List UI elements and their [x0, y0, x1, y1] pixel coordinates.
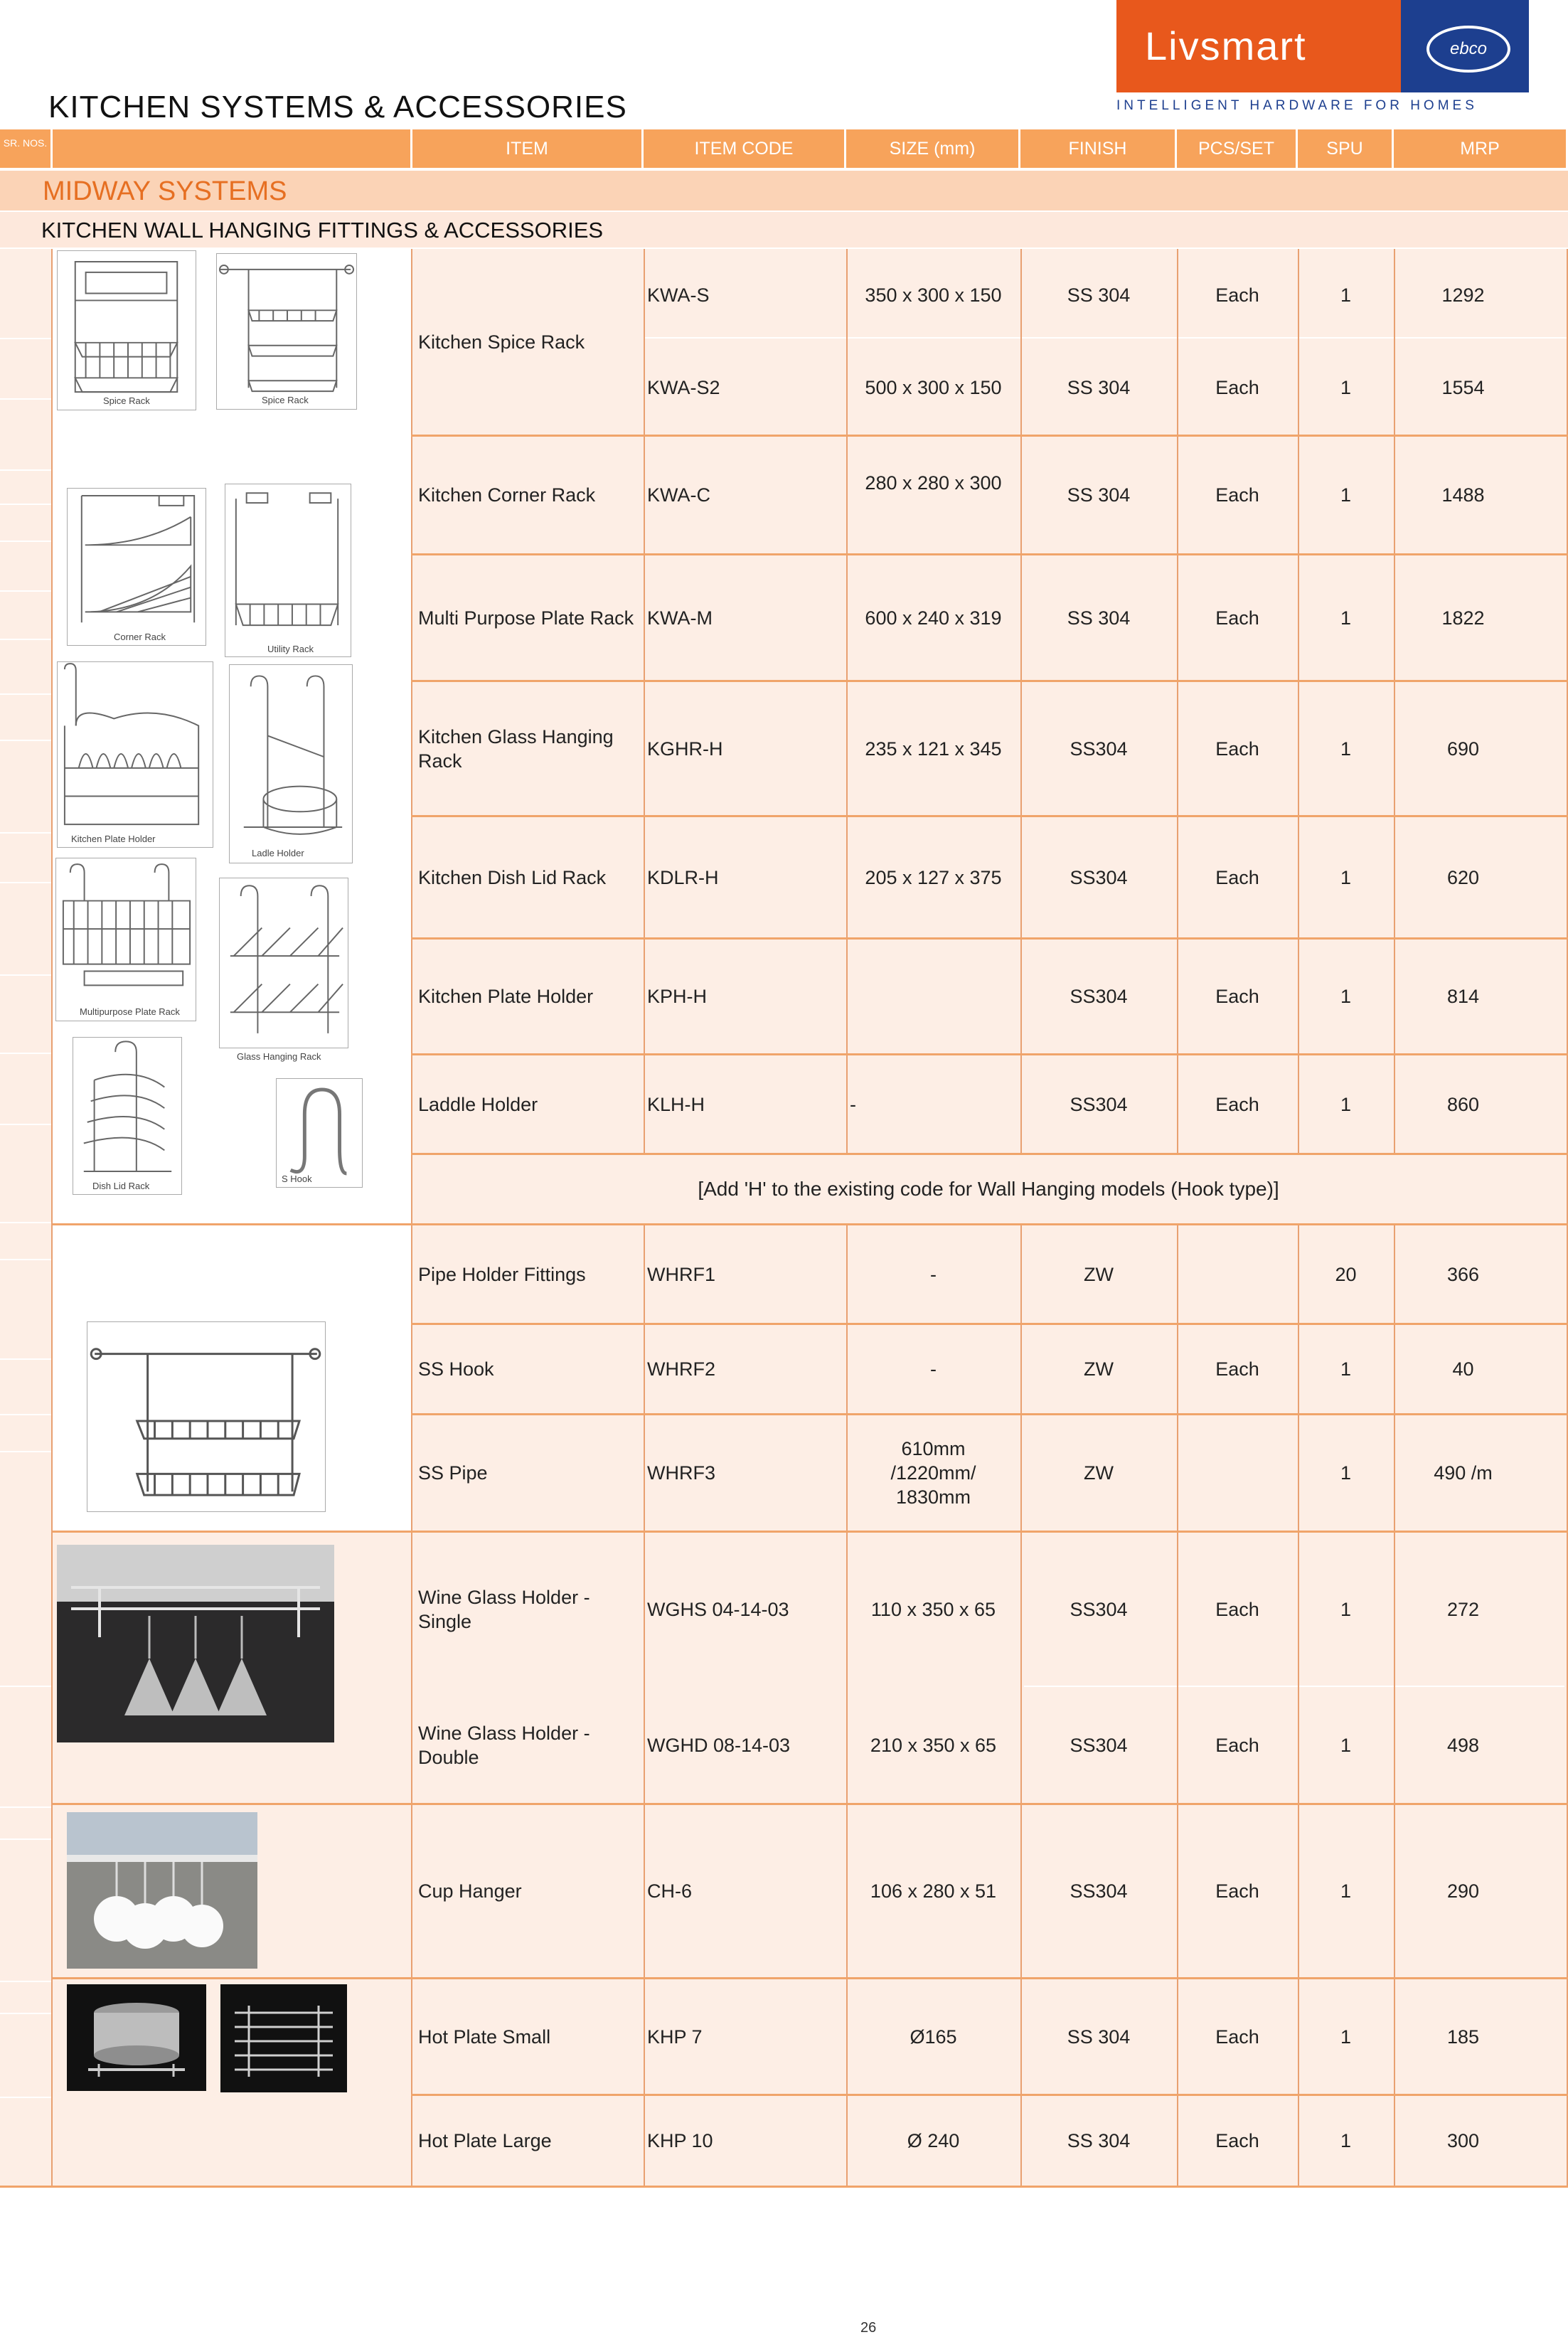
cell-mrp-0: 1292 [1441, 284, 1485, 306]
cell-mrp-5: 620 [1446, 866, 1480, 888]
cell-mrp-3: 1822 [1441, 607, 1485, 629]
cell-item-12: Wine Glass Holder - Double [418, 1722, 590, 1768]
cell-finish-1: SS 304 [1067, 377, 1131, 398]
cell-size-8: - [930, 1263, 937, 1285]
cell-spu-11: 1 [1340, 1598, 1352, 1620]
cell-pcs-13: Each [1215, 1880, 1259, 1902]
cell-code-4: KGHR-H [647, 738, 723, 760]
cell-finish-10: ZW [1084, 1462, 1114, 1484]
cell-code-13: CH-6 [647, 1880, 693, 1902]
cell-mrp-7: 860 [1446, 1093, 1480, 1115]
cell-mrp-6: 814 [1446, 986, 1480, 1007]
cell-mrp-10: 490 /m [1434, 1462, 1493, 1484]
cell-pcs-6: Each [1215, 986, 1259, 1007]
cell-spu-9: 1 [1340, 1358, 1352, 1380]
cell-mrp-8: 366 [1446, 1263, 1480, 1285]
cell-pcs-12: Each [1215, 1734, 1259, 1756]
cell-finish-9: ZW [1084, 1358, 1114, 1380]
cell-pcs-10 [1177, 1415, 1298, 1531]
cell-mrp-13: 290 [1446, 1880, 1480, 1902]
cup-hanger-photo [67, 1812, 257, 1969]
cell-spu-0: 1 [1340, 284, 1352, 306]
cell-spu-2: 1 [1340, 484, 1352, 506]
spice-rack-image-1 [57, 250, 196, 410]
cell-size-7: - [850, 1093, 856, 1115]
cell-item-6: Kitchen Plate Holder [418, 986, 594, 1007]
cell-size-13: 106 x 280 x 51 [870, 1880, 997, 1902]
cell-size-1: 500 x 300 x 150 [865, 377, 1002, 398]
s-hook-image [276, 1078, 363, 1188]
cell-finish-8: ZW [1084, 1263, 1114, 1285]
hot-plate-small-photo [67, 1984, 206, 2091]
wall-hanging-note: [Add 'H' to the existing code for Wall Hanging models (Hook type)] [698, 1178, 1279, 1200]
cell-code-0: KWA-S [647, 284, 710, 306]
cell-item-13: Cup Hanger [418, 1880, 522, 1902]
cell-finish-7: SS304 [1070, 1093, 1128, 1115]
cell-code-9: WHRF2 [647, 1358, 715, 1380]
col-header-sr: SR. NOS. [0, 129, 53, 168]
cell-spu-7: 1 [1340, 1093, 1352, 1115]
cell-size-9: - [930, 1358, 937, 1380]
cell-item-14: Hot Plate Small [418, 2026, 551, 2048]
cell-item-8: Pipe Holder Fittings [418, 1263, 586, 1285]
cell-pcs-2: Each [1215, 484, 1259, 506]
cell-pcs-0: Each [1215, 284, 1259, 306]
subsection-title: KITCHEN WALL HANGING FITTINGS & ACCESSORIES [41, 218, 604, 243]
cell-size-6 [846, 940, 1020, 1053]
cell-mrp-14: 185 [1446, 2026, 1480, 2048]
brand-badge: ebco [1426, 26, 1510, 73]
cell-spu-3: 1 [1340, 607, 1352, 629]
cell-item-9: SS Hook [418, 1358, 494, 1380]
cell-size-0: 350 x 300 x 150 [865, 284, 1002, 306]
cell-size-10: 610mm /1220mm/ 1830mm [890, 1438, 976, 1508]
cell-spu-10: 1 [1340, 1462, 1352, 1484]
cell-item-5: Kitchen Dish Lid Rack [418, 866, 607, 888]
brand-badge-panel [1401, 0, 1529, 92]
caption-s-hook: S Hook [282, 1174, 312, 1184]
cell-code-3: KWA-M [647, 607, 713, 629]
cell-mrp-4: 690 [1446, 738, 1480, 760]
cell-pcs-5: Each [1215, 866, 1259, 888]
cell-finish-14: SS 304 [1067, 2026, 1131, 2048]
cell-mrp-15: 300 [1446, 2130, 1480, 2151]
cell-finish-11: SS304 [1070, 1598, 1128, 1620]
cell-code-15: KHP 10 [647, 2130, 713, 2151]
col-header-item: ITEM [412, 129, 644, 168]
wine-glass-holder-photo [57, 1545, 334, 1742]
cell-finish-5: SS304 [1070, 866, 1128, 888]
plate-holder-image [57, 661, 213, 848]
col-header-size: SIZE (mm) [846, 129, 1020, 168]
cell-code-7: KLH-H [647, 1093, 705, 1115]
caption-corner-rack: Corner Rack [114, 632, 166, 642]
cell-finish-15: SS 304 [1067, 2130, 1131, 2151]
cell-size-12: 210 x 350 x 65 [870, 1734, 997, 1756]
cell-code-6: KPH-H [647, 986, 708, 1007]
cell-code-14: KHP 7 [647, 2026, 703, 2048]
cell-finish-6: SS304 [1070, 986, 1128, 1007]
cell-spu-4: 1 [1340, 738, 1352, 760]
cell-pcs-15: Each [1215, 2130, 1259, 2151]
cell-pcs-14: Each [1215, 2026, 1259, 2048]
multipurpose-rack-image [55, 858, 196, 1021]
cell-pcs-9: Each [1215, 1358, 1259, 1380]
cell-size-3: 600 x 240 x 319 [865, 607, 1002, 629]
cell-code-2: KWA-C [647, 484, 710, 506]
cell-pcs-7: Each [1215, 1093, 1259, 1115]
cell-size-11: 110 x 350 x 65 [870, 1598, 996, 1620]
cell-finish-13: SS304 [1070, 1880, 1128, 1902]
cell-item-3: Multi Purpose Plate Rack [418, 607, 634, 629]
brand-tagline: INTELLIGENT HARDWARE FOR HOMES [1116, 98, 1478, 113]
cell-item-0: Kitchen Spice Rack [418, 331, 585, 353]
cell-mrp-9: 40 [1452, 1358, 1474, 1380]
brand-name: Livsmart [1116, 0, 1401, 92]
col-header-code: ITEM CODE [644, 129, 846, 168]
cell-spu-8: 20 [1335, 1263, 1357, 1285]
pipe-holder-image [87, 1321, 326, 1512]
cell-pcs-4: Each [1215, 738, 1259, 760]
ladle-holder-image [229, 664, 353, 863]
page-title: KITCHEN SYSTEMS & ACCESSORIES [48, 90, 627, 124]
cell-spu-1: 1 [1340, 377, 1352, 398]
cell-finish-3: SS 304 [1067, 607, 1131, 629]
cell-mrp-12: 498 [1446, 1734, 1480, 1756]
cell-spu-13: 1 [1340, 1880, 1352, 1902]
cell-pcs-8 [1177, 1225, 1298, 1323]
utility-rack-image [225, 484, 351, 657]
cell-size-5: 205 x 127 x 375 [865, 866, 1002, 888]
col-header-spu: SPU [1298, 129, 1394, 168]
cell-size-4: 235 x 121 x 345 [865, 738, 1002, 760]
caption-spice-rack-1: Spice Rack [103, 395, 150, 406]
glass-hanging-rack-image [219, 878, 348, 1048]
col-header-finish: FINISH [1020, 129, 1177, 168]
cell-pcs-11: Each [1215, 1598, 1259, 1620]
cell-code-5: KDLR-H [647, 866, 719, 888]
cell-finish-12: SS304 [1070, 1734, 1128, 1756]
col-header-pcs: PCS/SET [1177, 129, 1298, 168]
cell-spu-14: 1 [1340, 2026, 1352, 2048]
caption-dish-lid: Dish Lid Rack [92, 1181, 150, 1191]
section-title: MIDWAY SYSTEMS [43, 176, 287, 206]
cell-code-8: WHRF1 [647, 1263, 715, 1285]
cell-size-15: Ø 240 [907, 2130, 960, 2151]
cell-item-10: SS Pipe [418, 1462, 488, 1484]
cell-size-2: 280 x 280 x 300 [865, 472, 1002, 494]
col-header-mrp: MRP [1394, 129, 1568, 168]
caption-spice-rack-2: Spice Rack [262, 395, 309, 405]
cell-mrp-11: 272 [1446, 1598, 1480, 1620]
hot-plate-large-photo [220, 1984, 347, 2092]
cell-item-11: Wine Glass Holder - Single [418, 1586, 590, 1632]
cell-size-14: Ø165 [910, 2026, 957, 2048]
cell-item-15: Hot Plate Large [418, 2130, 552, 2151]
cell-mrp-1: 1554 [1441, 377, 1485, 398]
cell-pcs-1: Each [1215, 377, 1259, 398]
cell-code-12: WGHD 08-14-03 [647, 1734, 791, 1756]
cell-spu-12: 1 [1340, 1734, 1352, 1756]
spice-rack-image-2 [216, 253, 357, 410]
cell-finish-2: SS 304 [1067, 484, 1131, 506]
cell-item-4: Kitchen Glass Hanging Rack [418, 725, 614, 772]
cell-code-11: WGHS 04-14-03 [647, 1598, 789, 1620]
page-number: 26 [860, 2320, 877, 2336]
cell-item-7: Laddle Holder [418, 1093, 538, 1115]
corner-rack-image [67, 488, 206, 646]
cell-code-10: WHRF3 [647, 1462, 715, 1484]
caption-utility-rack: Utility Rack [267, 644, 314, 654]
cell-item-2: Kitchen Corner Rack [418, 484, 596, 506]
caption-plate-holder: Kitchen Plate Holder [71, 834, 156, 844]
cell-mrp-2: 1488 [1441, 484, 1485, 506]
col-header-image [53, 129, 412, 168]
cell-pcs-3: Each [1215, 607, 1259, 629]
brand-logo [1116, 0, 1529, 92]
caption-multipurpose: Multipurpose Plate Rack [80, 1006, 180, 1017]
cell-spu-5: 1 [1340, 866, 1352, 888]
dish-lid-rack-image [73, 1037, 182, 1195]
cell-finish-4: SS304 [1070, 738, 1128, 760]
cell-code-1: KWA-S2 [647, 377, 720, 398]
caption-glass-hanging: Glass Hanging Rack [237, 1051, 321, 1062]
cell-finish-0: SS 304 [1067, 284, 1131, 306]
cell-spu-15: 1 [1340, 2130, 1352, 2151]
caption-ladle-holder: Ladle Holder [252, 848, 304, 858]
cell-spu-6: 1 [1340, 986, 1352, 1007]
